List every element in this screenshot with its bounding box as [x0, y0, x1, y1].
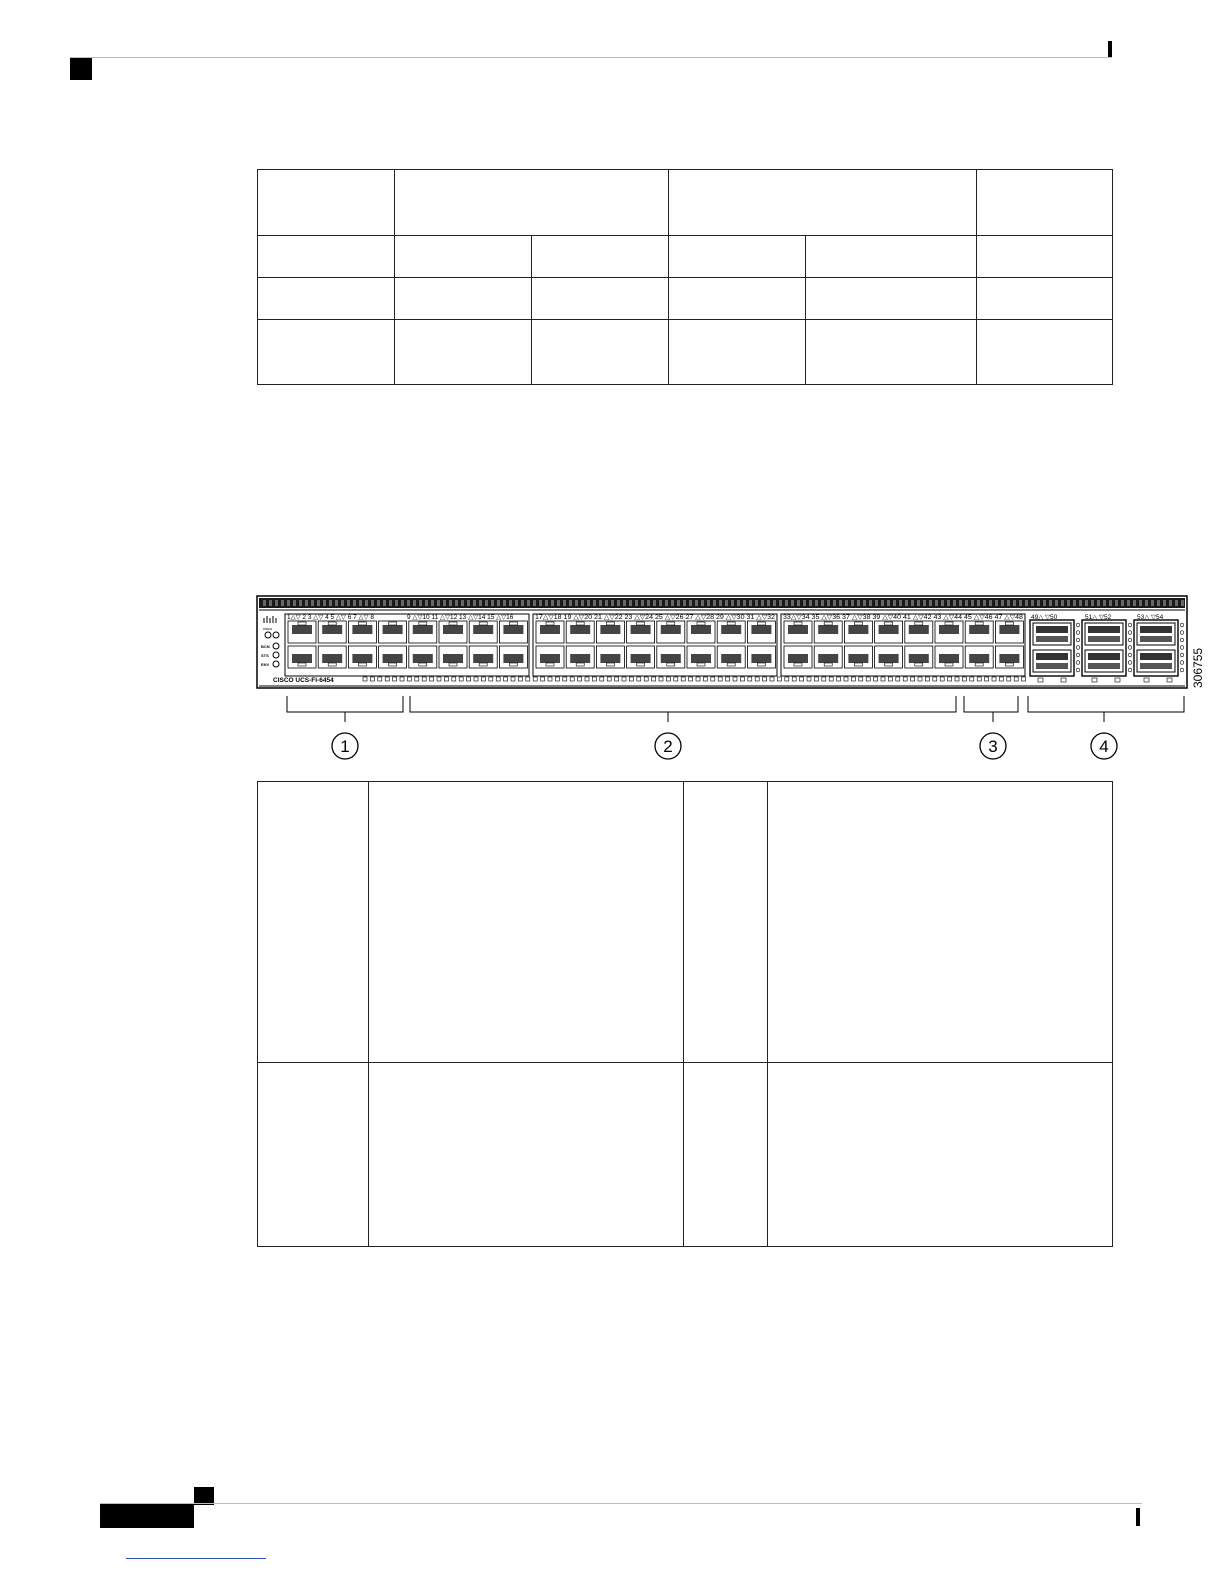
vent-slot: [317, 600, 320, 606]
vent-slot: [419, 600, 422, 606]
vent-slot: [749, 600, 752, 606]
qsfp-cage: [1088, 636, 1120, 642]
table-cell: [977, 236, 1113, 278]
vent-slot: [647, 600, 650, 606]
vent-slot: [1007, 600, 1010, 606]
sfp-port-cage: [879, 625, 899, 634]
vent-slot: [881, 600, 884, 606]
vent-slot: [1175, 600, 1178, 606]
vent-slot: [1079, 600, 1082, 606]
vent-slot: [827, 600, 830, 606]
vent-slot: [347, 600, 350, 606]
callout-bracket-2: [410, 696, 956, 722]
vent-slot: [287, 600, 290, 606]
vent-slot: [719, 600, 722, 606]
port-label-group-1: 1△▽ 2 3 △▽ 4 5 △▽ 6 7 △▽ 8: [287, 614, 374, 621]
vent-slot: [653, 600, 656, 606]
vent-slot: [605, 600, 608, 606]
vent-slot: [377, 600, 380, 606]
vent-slot: [269, 600, 272, 606]
table-cell: [258, 320, 395, 385]
vent-slot: [683, 600, 686, 606]
vent-slot: [563, 600, 566, 606]
vent-slot: [695, 600, 698, 606]
vent-slot: [617, 600, 620, 606]
sfp-port-cage: [631, 625, 651, 634]
vent-slot: [581, 600, 584, 606]
table-cell: [258, 1063, 369, 1247]
callout-3: [980, 733, 1006, 759]
vent-slot: [305, 600, 308, 606]
callout-bracket-3: [964, 696, 1018, 722]
qsfp-cage: [1140, 636, 1172, 642]
vent-slot: [1133, 600, 1136, 606]
vent-slot: [1055, 600, 1058, 606]
vent-slot: [359, 600, 362, 606]
vent-slot: [773, 600, 776, 606]
vent-slot: [395, 600, 398, 606]
vent-slot: [455, 600, 458, 606]
table-row: [258, 1063, 1113, 1247]
vent-slot: [341, 600, 344, 606]
qsfp-cage: [1036, 653, 1068, 660]
vent-slot: [743, 600, 746, 606]
vent-slot: [593, 600, 596, 606]
vent-slot: [959, 600, 962, 606]
port-label-group-5: 49△ ▽50: [1031, 614, 1058, 621]
vent-slot: [983, 600, 986, 606]
svg-text:cisco: cisco: [263, 626, 273, 631]
table-cell: [977, 320, 1113, 385]
vent-slot: [611, 600, 614, 606]
sfp-port-cage: [600, 625, 620, 634]
table-cell: [395, 170, 669, 236]
callout-1: [332, 733, 358, 759]
sfp-port-cage: [818, 625, 838, 634]
vent-slot: [575, 600, 578, 606]
vent-slot: [965, 600, 968, 606]
port-label-group-2: 9 △▽10 11 △▽12 13 △▽14 15 △▽16: [407, 614, 514, 621]
vent-slot: [503, 600, 506, 606]
fabric-interconnect-front-panel-figure: [255, 590, 1215, 770]
vent-slot: [551, 600, 554, 606]
table-cell: [532, 278, 669, 320]
sfp-port-cage: [939, 654, 959, 663]
vent-slot: [851, 600, 854, 606]
vent-slot: [413, 600, 416, 606]
sfp-port-cage: [600, 654, 620, 663]
sfp-port-cage: [848, 654, 868, 663]
sfp-port-cage: [570, 625, 590, 634]
vent-slot: [437, 600, 440, 606]
vent-slot: [911, 600, 914, 606]
vent-slot: [1019, 600, 1022, 606]
vent-slot: [629, 600, 632, 606]
vent-slot: [461, 600, 464, 606]
vent-slot: [479, 600, 482, 606]
vent-slot: [929, 600, 932, 606]
vent-slot: [449, 600, 452, 606]
vent-slot: [1001, 600, 1004, 606]
vent-slot: [491, 600, 494, 606]
sfp-port-cage: [443, 625, 463, 634]
table-cell: [977, 278, 1113, 320]
vent-slot: [365, 600, 368, 606]
sfp-port-cage: [413, 654, 433, 663]
sfp-port-cage: [322, 654, 342, 663]
sfp-port-cage: [691, 654, 711, 663]
vent-slot: [389, 600, 392, 606]
table-cell: [768, 782, 1113, 1063]
vent-slot: [407, 600, 410, 606]
table-row: [258, 782, 1113, 1063]
table-row: [258, 278, 1113, 320]
vent-slot: [995, 600, 998, 606]
vent-slot: [1043, 600, 1046, 606]
vent-slot: [779, 600, 782, 606]
vent-slot: [1037, 600, 1040, 606]
footer-marker: [1136, 1508, 1140, 1526]
vent-slot: [1049, 600, 1052, 606]
sfp-port-cage: [473, 625, 493, 634]
qsfp-cage: [1140, 626, 1172, 633]
vent-slot: [323, 600, 326, 606]
table-cell: [395, 236, 532, 278]
vent-slot: [707, 600, 710, 606]
qsfp-cage: [1140, 653, 1172, 660]
table-cell: [532, 236, 669, 278]
callout-4: [1091, 733, 1117, 759]
vent-slot: [839, 600, 842, 606]
vent-slot: [1139, 600, 1142, 606]
vent-slot: [311, 600, 314, 606]
qsfp-cage: [1088, 663, 1120, 669]
vent-slot: [431, 600, 434, 606]
vent-slot: [689, 600, 692, 606]
table-cell: [258, 278, 395, 320]
vent-slot: [665, 600, 668, 606]
vent-slot: [659, 600, 662, 606]
vent-slot: [293, 600, 296, 606]
vent-slot: [281, 600, 284, 606]
vent-slot: [701, 600, 704, 606]
vent-slot: [1067, 600, 1070, 606]
vent-slot: [977, 600, 980, 606]
vent-slot: [671, 600, 674, 606]
vent-slot: [383, 600, 386, 606]
sfp-port-cage: [661, 654, 681, 663]
specification-table: [257, 169, 1113, 385]
vent-slot: [1103, 600, 1106, 606]
table-cell: [806, 236, 977, 278]
vent-slot: [1109, 600, 1112, 606]
table-cell: [669, 278, 806, 320]
vent-slot: [275, 600, 278, 606]
vent-slot: [935, 600, 938, 606]
sfp-port-cage: [788, 625, 808, 634]
vent-slot: [299, 600, 302, 606]
sfp-port-cage: [661, 625, 681, 634]
sfp-port-cage: [751, 625, 771, 634]
vent-slot: [953, 600, 956, 606]
vent-slot: [677, 600, 680, 606]
vent-slot: [821, 600, 824, 606]
callout-description-table: [257, 781, 1113, 1247]
vent-slot: [833, 600, 836, 606]
sfp-port-cage: [631, 654, 651, 663]
sfp-port-cage: [969, 625, 989, 634]
table-cell: [768, 1063, 1113, 1247]
vent-slot: [539, 600, 542, 606]
callout-bracket-4: [1028, 696, 1184, 722]
port-label-group-4: 33△▽34 35 △▽36 37 △▽38 39 △▽40 41 △▽42 43 △▽44 45 △▽46 47 △▽48: [783, 614, 1024, 621]
vent-slot: [713, 600, 716, 606]
vent-slot: [485, 600, 488, 606]
sfp-port-cage: [909, 654, 929, 663]
sfp-port-cage: [540, 654, 560, 663]
callout-number: 2: [663, 737, 673, 756]
sfp-port-cage: [413, 625, 433, 634]
vent-slot: [515, 600, 518, 606]
vent-slot: [1121, 600, 1124, 606]
port-label-group-7: 53△ ▽54: [1137, 614, 1164, 621]
figure-number: 306755: [1191, 647, 1205, 688]
vent-slot: [443, 600, 446, 606]
vent-slot: [791, 600, 794, 606]
status-led-label: ENV: [261, 662, 270, 667]
qsfp-cage: [1140, 663, 1172, 669]
sfp-port-cage: [540, 625, 560, 634]
vent-slot: [989, 600, 992, 606]
vent-slot: [1181, 600, 1184, 606]
footer-rule: [100, 1503, 1142, 1504]
vent-slot: [815, 600, 818, 606]
device-model-label: CISCO UCS-FI-6454: [273, 677, 334, 684]
vent-slot: [401, 600, 404, 606]
vent-slot: [1151, 600, 1154, 606]
vent-slot: [893, 600, 896, 606]
vent-slot: [875, 600, 878, 606]
vent-slot: [623, 600, 626, 606]
vent-slot: [521, 600, 524, 606]
sfp-port-cage: [721, 654, 741, 663]
sfp-port-cage: [879, 654, 899, 663]
sfp-port-cage: [473, 654, 493, 663]
vent-slot: [635, 600, 638, 606]
vent-slot: [725, 600, 728, 606]
vent-slot: [467, 600, 470, 606]
vent-slot: [1031, 600, 1034, 606]
port-label-group-3: 17△▽18 19 △▽20 21 △▽22 23 △▽24 25 △▽26 27 △▽28 29 △▽30 31 △▽32: [535, 614, 776, 621]
qsfp-cage: [1088, 653, 1120, 660]
vent-slot: [797, 600, 800, 606]
vent-slot: [1115, 600, 1118, 606]
table-cell: [977, 170, 1113, 236]
sfp-port-cage: [999, 654, 1019, 663]
sfp-port-cage: [570, 654, 590, 663]
vent-slot: [809, 600, 812, 606]
vent-slot: [1013, 600, 1016, 606]
table-cell: [369, 1063, 684, 1247]
status-led-label: BCN: [261, 644, 270, 649]
sfp-port-cage: [818, 654, 838, 663]
vent-slot: [569, 600, 572, 606]
sfp-port-cage: [999, 625, 1019, 634]
table-cell: [258, 782, 369, 1063]
vent-slot: [1025, 600, 1028, 606]
sfp-port-cage: [322, 625, 342, 634]
status-led-label: STS: [261, 653, 269, 658]
vent-slot: [1061, 600, 1064, 606]
vent-slot: [917, 600, 920, 606]
vent-slot: [1097, 600, 1100, 606]
sfp-port-cage: [352, 654, 372, 663]
vent-slot: [425, 600, 428, 606]
vent-slot: [869, 600, 872, 606]
vent-slot: [941, 600, 944, 606]
vent-slot: [1127, 600, 1130, 606]
vent-slot: [905, 600, 908, 606]
table-row: [258, 170, 1113, 236]
sfp-port-cage: [751, 654, 771, 663]
vent-slot: [587, 600, 590, 606]
table-cell: [395, 320, 532, 385]
vent-slot: [863, 600, 866, 606]
vent-slot: [1145, 600, 1148, 606]
vent-slot: [353, 600, 356, 606]
footer-bar: [100, 1504, 194, 1528]
vent-slot: [923, 600, 926, 606]
sfp-port-cage: [352, 625, 372, 634]
header-rule: [70, 57, 1112, 58]
qsfp-port-array: [1030, 620, 1184, 676]
sfp-port-cage: [788, 654, 808, 663]
vent-slot: [755, 600, 758, 606]
table-cell: [669, 320, 806, 385]
vent-slot: [527, 600, 530, 606]
sfp-port-cage: [909, 625, 929, 634]
vent-slot: [761, 600, 764, 606]
sfp-port-cage: [721, 625, 741, 634]
vent-slot: [1169, 600, 1172, 606]
vent-slot: [497, 600, 500, 606]
callout-number: 4: [1099, 737, 1109, 756]
vent-slot: [371, 600, 374, 606]
table-row: [258, 320, 1113, 385]
qsfp-cage: [1088, 626, 1120, 633]
vent-slot: [473, 600, 476, 606]
vent-slot: [533, 600, 536, 606]
table-cell: [258, 170, 395, 236]
vent-slot: [767, 600, 770, 606]
vent-slot: [509, 600, 512, 606]
vent-slot: [1163, 600, 1166, 606]
sfp-port-cage: [503, 625, 523, 634]
vent-slot: [899, 600, 902, 606]
sfp-port-cage: [443, 654, 463, 663]
qsfp-cage: [1036, 636, 1068, 642]
table-cell: [684, 782, 768, 1063]
sfp-port-cage: [292, 625, 312, 634]
sfp-port-cage: [383, 654, 403, 663]
sfp-port-cage: [939, 625, 959, 634]
vent-slot: [1157, 600, 1160, 606]
sfp-port-cage: [503, 654, 523, 663]
vent-slot: [1073, 600, 1076, 606]
header-square: [70, 58, 92, 80]
vent-slot: [599, 600, 602, 606]
table-cell: [369, 782, 684, 1063]
sfp-port-cage: [969, 654, 989, 663]
vent-slot: [545, 600, 548, 606]
vent-slot: [857, 600, 860, 606]
vent-slot: [557, 600, 560, 606]
port-label-group-6: 51△ ▽52: [1085, 614, 1112, 621]
table-cell: [806, 278, 977, 320]
callout-bracket-1: [287, 696, 403, 722]
sfp-port-cage: [383, 625, 403, 634]
callout-number: 3: [988, 737, 998, 756]
vent-slot: [335, 600, 338, 606]
vent-slot: [971, 600, 974, 606]
footer-link-underline: [126, 1558, 266, 1559]
vent-slot: [845, 600, 848, 606]
table-row: [258, 236, 1113, 278]
vent-slot: [1085, 600, 1088, 606]
vent-slot: [785, 600, 788, 606]
sfp-port-cage: [848, 625, 868, 634]
sfp-port-cage: [292, 654, 312, 663]
table-cell: [669, 170, 977, 236]
table-cell: [395, 278, 532, 320]
table-cell: [669, 236, 806, 278]
callout-number: 1: [340, 737, 350, 756]
vent-slot: [737, 600, 740, 606]
vent-slot: [947, 600, 950, 606]
table-cell: [684, 1063, 768, 1247]
table-cell: [258, 236, 395, 278]
vent-slot: [803, 600, 806, 606]
vent-slot: [641, 600, 644, 606]
callout-2: [655, 733, 681, 759]
vent-slot: [1091, 600, 1094, 606]
vent-slot: [731, 600, 734, 606]
qsfp-cage: [1036, 626, 1068, 633]
vent-slot: [329, 600, 332, 606]
header-marker: [1108, 41, 1112, 57]
vent-slot: [263, 600, 266, 606]
vent-slot: [887, 600, 890, 606]
sfp-port-cage: [691, 625, 711, 634]
table-cell: [806, 320, 977, 385]
qsfp-cage: [1036, 663, 1068, 669]
table-cell: [532, 320, 669, 385]
